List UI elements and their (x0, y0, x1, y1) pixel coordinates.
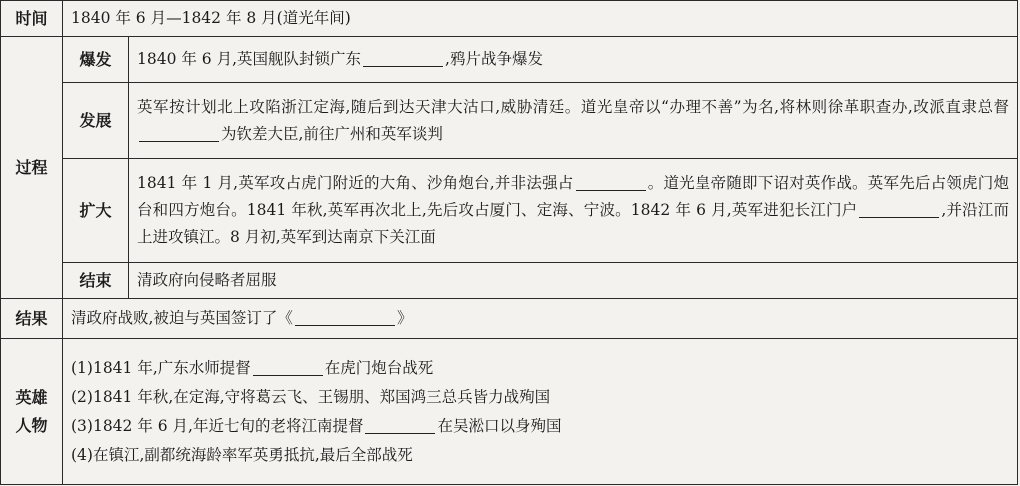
hero-item-1-before: (1)1841 年,广东水师提督 (71, 358, 251, 377)
time-value: 1840 年 6 月—1842 年 8 月(道光年间) (63, 1, 1018, 37)
answer-blank-1[interactable] (363, 48, 443, 67)
answer-blank-6[interactable] (253, 357, 323, 376)
heroes-content (63, 339, 1018, 485)
expansion-text-2: 。道光皇帝随即下诏对英作战。英军先后占领虎门炮台和四方炮台。1841 年秋,英军再次北上,先后攻占厦门、定海、宁波。1842 年 6 月,英军进犯长江门户 (137, 174, 1009, 219)
hero-item-3-before: (3)1842 年 6 月,年近七旬的老将江南提督 (71, 416, 364, 435)
heroes-row (1, 339, 1018, 485)
development-text-after: 为钦差大臣,前往广州和英军谈判 (221, 124, 443, 143)
outbreak-content (129, 37, 1018, 83)
heroes-label-line1: 英雄 (15, 387, 48, 407)
time-label: 时间 (1, 1, 63, 37)
time-row (1, 1, 1018, 37)
outbreak-label: 爆发 (63, 37, 129, 83)
result-text-before: 清政府战败,被迫与英国签订了《 (71, 309, 293, 327)
expansion-content (129, 159, 1018, 263)
expansion-text-3: ,并沿江而上进攻镇江。8 月初,英军到达南京下关江面 (137, 201, 1009, 246)
ending-content: 清政府向侵略者屈服 (129, 263, 1018, 299)
hero-item-3-after: 在吴淞口以身殉国 (437, 416, 562, 435)
expansion-label: 扩大 (63, 159, 129, 263)
hero-item-2: (2)1841 年秋,在定海,守将葛云飞、王锡朋、郑国鸿三总兵皆力战殉国 (71, 387, 551, 406)
answer-blank-5[interactable] (295, 307, 395, 326)
result-text-after: 》 (396, 309, 413, 327)
development-row (1, 83, 1018, 159)
answer-blank-3[interactable] (576, 172, 646, 191)
hero-item-1-after: 在虎门炮台战死 (324, 358, 434, 377)
development-content (129, 83, 1018, 159)
answer-blank-2[interactable] (139, 123, 219, 142)
result-label: 结果 (1, 299, 63, 339)
answer-blank-4[interactable] (859, 199, 939, 218)
expansion-row (1, 159, 1018, 263)
expansion-text-1: 1841 年 1 月,英军攻占虎门附近的大角、沙角炮台,并非法强占 (137, 174, 574, 192)
ending-row (1, 263, 1018, 299)
outbreak-text-after: ,鸦片战争爆发 (445, 50, 543, 68)
hero-item-3 (71, 412, 1009, 441)
result-content (63, 299, 1018, 339)
result-row (1, 299, 1018, 339)
answer-blank-7[interactable] (365, 415, 435, 434)
outbreak-text-before: 1840 年 6 月,英国舰队封锁广东 (137, 50, 362, 68)
hero-item-4: (4)在镇江,副都统海龄率军英勇抵抗,最后全部战死 (71, 445, 413, 464)
development-label: 发展 (63, 83, 129, 159)
hero-item-1 (71, 354, 1009, 383)
process-label: 过程 (1, 37, 63, 299)
heroes-label-line2: 人物 (15, 415, 48, 435)
heroes-label (1, 339, 63, 485)
ending-label: 结束 (63, 263, 129, 299)
outbreak-row (1, 37, 1018, 83)
development-text-before: 英军按计划北上攻陷浙江定海,随后到达天津大沽口,威胁清廷。道光皇帝以“办理不善”为名,将林则徐革职查办,改派直隶总督 (137, 97, 1009, 116)
